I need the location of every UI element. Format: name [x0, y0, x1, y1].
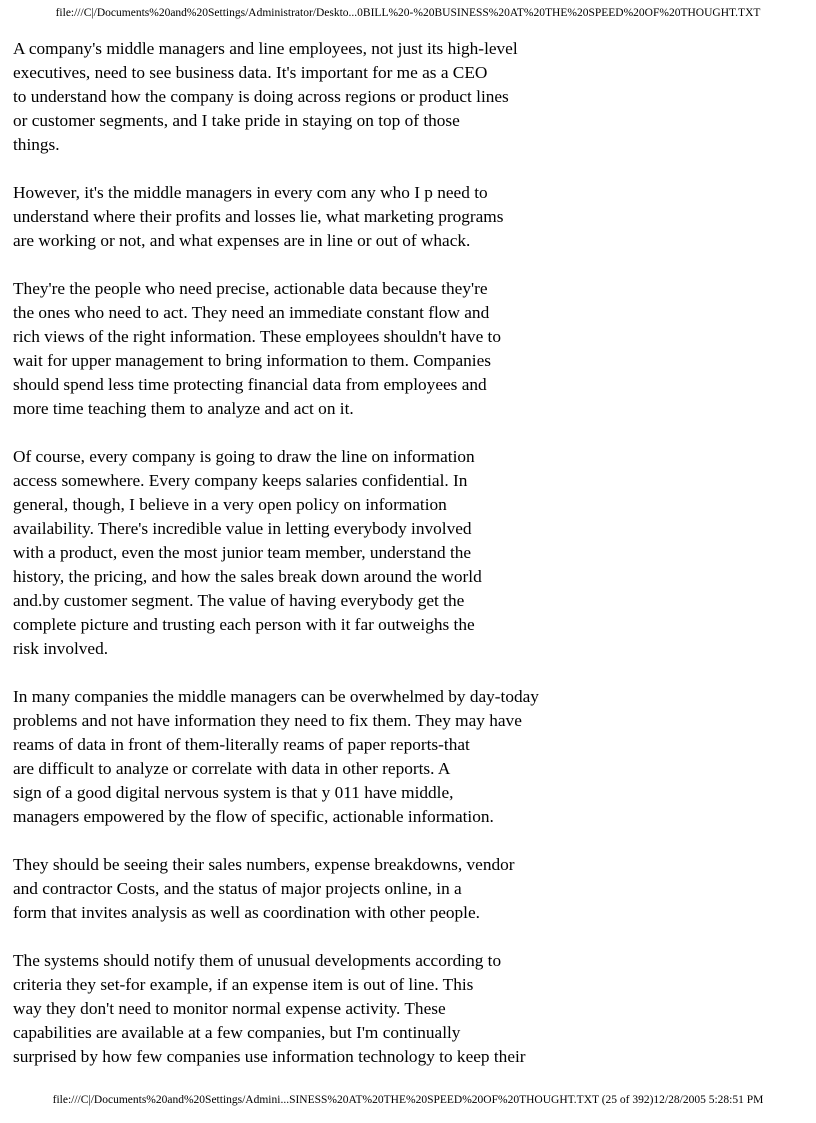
paragraph-1	[13, 37, 808, 157]
paragraph-4	[13, 445, 808, 661]
text-line: rich views of the right information. These employees shouldn't have to	[13, 327, 502, 346]
text-line: executives, need to see business data. It's important for me as a CEO	[13, 63, 488, 82]
text-line: and.by customer segment. The value of having everybody get the	[13, 591, 465, 610]
text-line: The systems should notify them of unusual developments according to	[13, 951, 502, 970]
text-line: form that invites analysis as well as coordination with other people.	[13, 903, 480, 922]
text-line: complete picture and trusting each person with it far outweighs the	[13, 615, 475, 634]
text-line: and contractor Costs, and the status of major projects online, in a	[13, 879, 462, 898]
text-line: managers empowered by the flow of specific, actionable information.	[13, 807, 494, 826]
text-line: history, the pricing, and how the sales break down around the world	[13, 567, 482, 586]
paragraph-5	[13, 685, 808, 829]
text-line: are working or not, and what expenses are in line or out of whack.	[13, 231, 471, 250]
paragraph-7	[13, 949, 808, 1069]
text-line: understand where their profits and losses lie, what marketing programs	[13, 207, 504, 226]
text-line: more time teaching them to analyze and act on it.	[13, 399, 354, 418]
text-line: capabilities are available at a few companies, but I'm continually	[13, 1023, 461, 1042]
text-line: sign of a good digital nervous system is that y 011 have middle,	[13, 783, 454, 802]
text-line: Of course, every company is going to draw the line on information	[13, 447, 475, 466]
page-footer-url: file:///C|/Documents%20and%20Settings/Admini...SINESS%20AT%20THE%20SPEED%20OF%20THOUGHT.TXT (25 of 392)12/28/2005 5:28:51 PM	[52, 1094, 764, 1106]
text-line: or customer segments, and I take pride in staying on top of those	[13, 111, 460, 130]
text-line: availability. There's incredible value in letting everybody involved	[13, 519, 472, 538]
text-line: with a product, even the most junior team member, understand the	[13, 543, 472, 562]
text-line: They're the people who need precise, actionable data because they're	[13, 279, 488, 298]
text-line: However, it's the middle managers in every com any who I p need to	[13, 183, 488, 202]
text-line: the ones who need to act. They need an immediate constant flow and	[13, 303, 490, 322]
page-header-url: file:///C|/Documents%20and%20Settings/Administrator/Deskto...0BILL%20-%20BUSINESS%20AT%20THE%20SPEED%20OF%20THOUGHT.TXT	[55, 7, 761, 19]
text-line: general, though, I believe in a very open policy on information	[13, 495, 447, 514]
text-line: wait for upper management to bring information to them. Companies	[13, 351, 492, 370]
text-line: things.	[13, 135, 60, 154]
paragraph-3	[13, 277, 808, 421]
text-line: access somewhere. Every company keeps salaries confidential. In	[13, 471, 468, 490]
text-line: risk involved.	[13, 639, 109, 658]
text-line: reams of data in front of them-literally reams of paper reports-that	[13, 735, 470, 754]
text-line: are difficult to analyze or correlate with data in other reports. A	[13, 759, 451, 778]
text-line: In many companies the middle managers can be overwhelmed by day-today	[13, 687, 539, 706]
text-line: problems and not have information they need to fix them. They may have	[13, 711, 522, 730]
text-line: A company's middle managers and line employees, not just its high-level	[13, 39, 518, 58]
text-line: to understand how the company is doing across regions or product lines	[13, 87, 509, 106]
paragraph-6	[13, 853, 808, 925]
text-line: surprised by how few companies use information technology to keep their	[13, 1047, 526, 1066]
text-line: way they don't need to monitor normal expense activity. These	[13, 999, 446, 1018]
text-line: criteria they set-for example, if an expense item is out of line. This	[13, 975, 474, 994]
text-line: should spend less time protecting financial data from employees and	[13, 375, 487, 394]
paragraph-2	[13, 181, 808, 253]
document-body	[13, 37, 808, 1093]
text-line: They should be seeing their sales numbers, expense breakdowns, vendor	[13, 855, 515, 874]
